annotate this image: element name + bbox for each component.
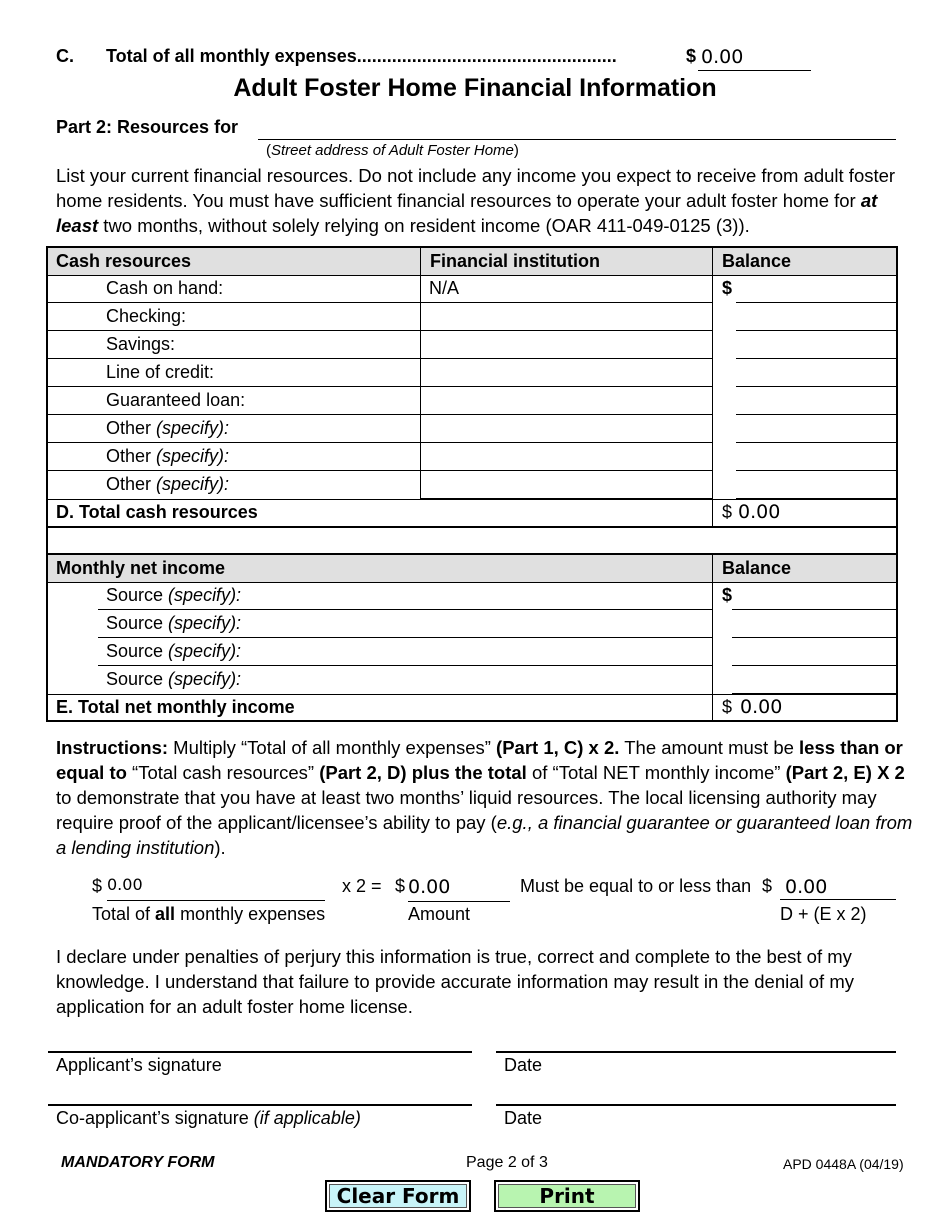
total-cash-label: D. Total cash resources: [56, 502, 258, 522]
balance-field[interactable]: [736, 303, 896, 331]
applicant-date-label: Date: [504, 1055, 543, 1075]
cash-row-label: Guaranteed loan:: [106, 390, 246, 410]
page-title: Adult Foster Home Financial Information: [233, 74, 717, 102]
part2-heading: Part 2: Resources for: [56, 117, 239, 137]
income-balance-field[interactable]: [732, 666, 896, 694]
form-id: APD 0448A (04/19): [783, 1156, 904, 1172]
cash-header-resources: Cash resources: [56, 251, 192, 271]
balance-field[interactable]: [736, 471, 896, 499]
balance-field[interactable]: [736, 331, 896, 359]
income-balance-dollar: $: [722, 585, 733, 605]
balance-dollar: $: [722, 278, 733, 298]
cash-row: [48, 303, 896, 331]
income-balance-field[interactable]: [732, 610, 896, 638]
coapplicant-signature-line[interactable]: [48, 1104, 472, 1106]
income-source-label: Source (specify):: [106, 613, 242, 633]
page-number: Page 2 of 3: [466, 1154, 548, 1171]
cash-row-label: Savings:: [106, 334, 176, 354]
declaration-paragraph: I declare under penalties of perjury this information is true, correct and complete to the best of my knowledge. I understand that failure to provide accurate information may result in the denial of my application for an adult foster home license.: [56, 946, 854, 1017]
income-row: [48, 638, 896, 666]
calc-caption-2: Amount: [408, 904, 471, 924]
coapplicant-signature-label: Co-applicant’s signature (if applicable): [56, 1108, 361, 1128]
cash-resources-table: [46, 246, 898, 528]
calc-caption-3: D + (E x 2): [780, 904, 867, 924]
income-header-balance: Balance: [722, 558, 792, 578]
intro-paragraph: List your current financial resources. Do not include any income you expect to receive from adult foster home residents. You must have sufficient financial resources to operate your adult foster home for at least two months, without solely relying on resident income (OAR 411-049-0125 (3)).: [56, 165, 896, 236]
calc-caption-1: Total of all monthly expenses: [92, 904, 326, 924]
institution-field[interactable]: [421, 359, 712, 387]
cash-row: [48, 275, 896, 303]
cash-header-balance: Balance: [722, 251, 792, 271]
street-address-caption: (Street address of Adult Foster Home): [266, 142, 519, 159]
instructions-paragraph: Instructions: Multiply “Total of all monthly expenses” (Part 1, C) x 2. The amount must be less than or equal to “Total cash resources” (Part 2, D) plus the total of “Total NET monthly income” (Part 2, E) X 2 to demonstrate that you have at least two months’ liquid resources. The local licensing authority may require proof of the applicant/licensee’s ability to pay (e.g., a financial guarantee or guaranteed loan from a lending institution).: [56, 737, 913, 858]
coapplicant-date-label: Date: [504, 1108, 543, 1128]
line-c-label: C.: [56, 46, 74, 66]
income-source-field[interactable]: [98, 666, 712, 693]
total-cash-field[interactable]: 0.00: [738, 501, 781, 523]
income-balance-field[interactable]: [732, 638, 896, 666]
income-source-field[interactable]: [98, 610, 712, 638]
mandatory-form-label: MANDATORY FORM: [61, 1154, 215, 1171]
applicant-signature-label: Applicant’s signature: [56, 1055, 222, 1075]
total-income-field[interactable]: 0.00: [740, 696, 783, 718]
cash-row-label: Other (specify):: [106, 418, 230, 438]
calc-dollar-2: $: [395, 876, 406, 896]
monthly-income-table: [46, 553, 898, 722]
income-source-label: Source (specify):: [106, 585, 242, 605]
cash-row: [48, 443, 896, 471]
institution-field[interactable]: [421, 443, 712, 471]
total-income-dollar: $: [722, 697, 733, 717]
cash-row-label: Other (specify):: [106, 474, 230, 494]
balance-field[interactable]: [736, 275, 896, 303]
calc-times-two: x 2 =: [342, 876, 382, 896]
street-address-field[interactable]: [258, 139, 896, 140]
cash-row: [48, 415, 896, 443]
cash-row-label: Line of credit:: [106, 362, 215, 382]
line-c-text: Total of all monthly expenses....................................................: [106, 46, 617, 66]
total-monthly-expenses-field[interactable]: 0.00: [698, 46, 811, 71]
cash-row-label: Checking:: [106, 306, 187, 326]
cash-row: [48, 471, 896, 499]
balance-field[interactable]: [736, 359, 896, 387]
calc-dollar-3: $: [762, 876, 773, 896]
income-row: [48, 666, 896, 694]
table-spacer: [46, 526, 898, 555]
applicant-signature-line[interactable]: [48, 1051, 472, 1053]
cash-row-label: Cash on hand:: [106, 278, 224, 298]
balance-field[interactable]: [736, 415, 896, 443]
institution-field[interactable]: [421, 415, 712, 443]
calc-compare-text: Must be equal to or less than: [520, 876, 752, 896]
expenses-times-two-input[interactable]: 0.00: [107, 875, 325, 901]
cash-row: [48, 387, 896, 415]
d-plus-e-field[interactable]: 0.00: [780, 876, 896, 900]
total-cash-dollar: $: [722, 502, 733, 522]
balance-field[interactable]: [736, 443, 896, 471]
cash-row: [48, 331, 896, 359]
income-row: [48, 610, 896, 638]
print-button[interactable]: Print: [494, 1180, 640, 1212]
income-source-label: Source (specify):: [106, 669, 242, 689]
calc-dollar-1: $: [92, 876, 103, 896]
income-header-label: Monthly net income: [56, 558, 226, 578]
income-row: [48, 582, 896, 610]
balance-field[interactable]: [736, 387, 896, 415]
line-c-dollar: $: [686, 46, 697, 66]
amount-field[interactable]: 0.00: [408, 876, 510, 902]
cash-header-institution: Financial institution: [430, 251, 600, 271]
income-source-field[interactable]: [98, 582, 712, 610]
institution-field[interactable]: [421, 331, 712, 359]
total-income-label: E. Total net monthly income: [56, 697, 295, 717]
institution-field[interactable]: [421, 303, 712, 331]
clear-form-button[interactable]: Clear Form: [325, 1180, 471, 1212]
income-balance-field[interactable]: [732, 582, 896, 610]
institution-field[interactable]: N/A: [421, 275, 712, 303]
coapplicant-date-line[interactable]: [496, 1104, 896, 1106]
applicant-date-line[interactable]: [496, 1051, 896, 1053]
income-source-field[interactable]: [98, 638, 712, 666]
institution-field[interactable]: [421, 387, 712, 415]
income-source-label: Source (specify):: [106, 641, 242, 661]
institution-field[interactable]: [421, 471, 712, 499]
cash-row-label: Other (specify):: [106, 446, 230, 466]
cash-row: [48, 359, 896, 387]
